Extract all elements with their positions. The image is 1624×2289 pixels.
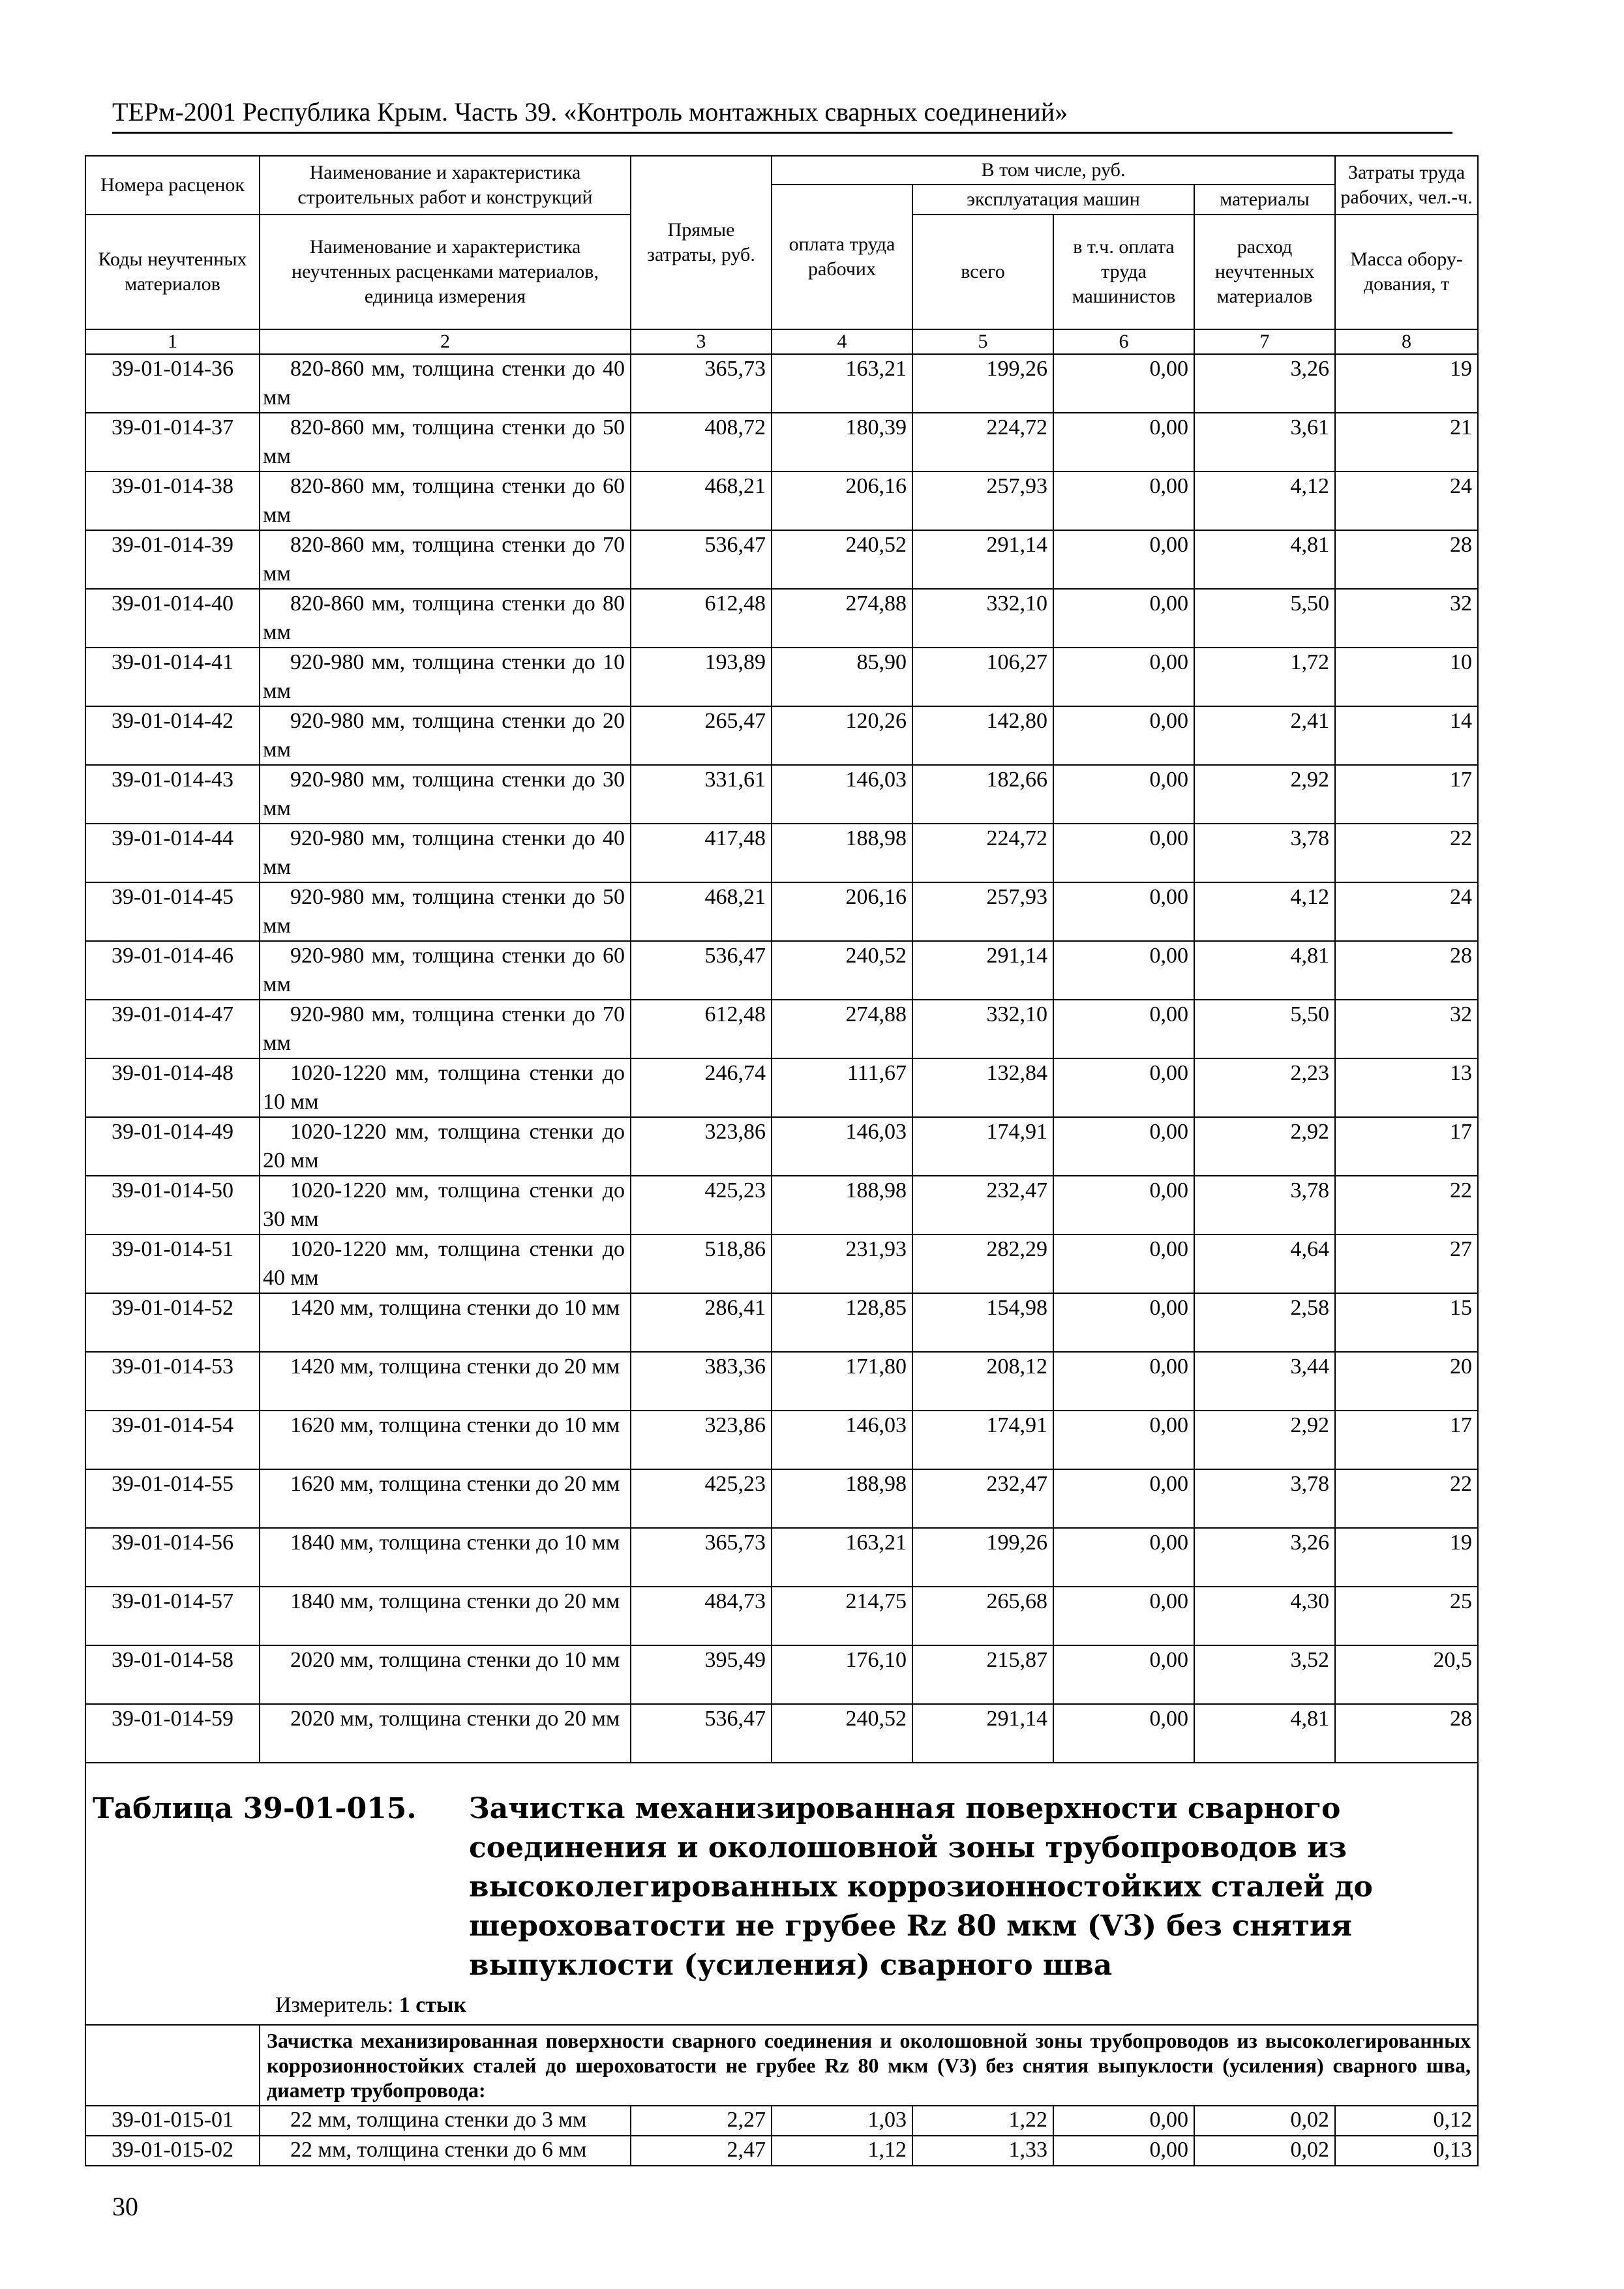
direct-costs: 518,86 (631, 1234, 772, 1293)
materials: 4,12 (1194, 882, 1335, 941)
direct-costs: 265,47 (631, 706, 772, 765)
labor-hours: 32 (1335, 589, 1478, 648)
work-description: 1840 мм, толщина стенки до 10 мм (260, 1528, 631, 1587)
machine-operators-pay: 0,00 (1053, 1411, 1194, 1469)
table-row (85, 1352, 1478, 1411)
labor-pay: 146,03 (772, 765, 912, 824)
machine-operators-pay: 0,00 (1053, 530, 1194, 589)
machine-operators-pay: 0,00 (1053, 1352, 1194, 1411)
rate-code: 39-01-014-54 (85, 1411, 260, 1469)
machines-total: 154,98 (912, 1293, 1053, 1352)
machines-total: 291,14 (912, 530, 1053, 589)
labor-pay: 1,12 (772, 2136, 912, 2166)
table-015-caption-cell (85, 1763, 1478, 2025)
direct-costs: 246,74 (631, 1058, 772, 1117)
work-description: 2020 мм, толщина стенки до 20 мм (260, 1704, 631, 1763)
table-row (85, 354, 1478, 413)
materials: 0,02 (1194, 2106, 1335, 2136)
table-row (85, 1528, 1478, 1587)
machines-total: 1,33 (912, 2136, 1053, 2166)
materials: 4,81 (1194, 941, 1335, 1000)
labor-pay: 146,03 (772, 1117, 912, 1176)
machines-total: 132,84 (912, 1058, 1053, 1117)
work-description: 2020 мм, толщина стенки до 10 мм (260, 1645, 631, 1704)
labor-hours: 17 (1335, 765, 1478, 824)
materials: 3,78 (1194, 1469, 1335, 1528)
column-number: 8 (1335, 329, 1478, 354)
direct-costs: 408,72 (631, 413, 772, 471)
measure-label: Измеритель: (275, 1993, 394, 2017)
measure-value: 1 стык (398, 1993, 467, 2017)
rate-code: 39-01-014-41 (85, 648, 260, 706)
table-row (85, 471, 1478, 530)
table-015-label: Таблица 39-01-015. (93, 1792, 417, 1825)
machines-total: 332,10 (912, 1000, 1053, 1058)
table-015-note-row (85, 2025, 1478, 2106)
materials: 5,50 (1194, 1000, 1335, 1058)
column-number: 6 (1053, 329, 1194, 354)
direct-costs: 2,27 (631, 2106, 772, 2136)
labor-pay: 240,52 (772, 1704, 912, 1763)
column-number: 3 (631, 329, 772, 354)
labor-pay: 111,67 (772, 1058, 912, 1117)
rate-code: 39-01-014-49 (85, 1117, 260, 1176)
direct-costs: 536,47 (631, 530, 772, 589)
column-number: 2 (260, 329, 631, 354)
labor-pay: 206,16 (772, 882, 912, 941)
rate-code: 39-01-014-58 (85, 1645, 260, 1704)
materials: 3,61 (1194, 413, 1335, 471)
labor-hours: 25 (1335, 1587, 1478, 1645)
table-row (85, 1293, 1478, 1352)
materials: 3,44 (1194, 1352, 1335, 1411)
work-description: 22 мм, толщина стенки до 6 мм (260, 2136, 631, 2166)
machines-total: 199,26 (912, 1528, 1053, 1587)
header-in-total: В том числе, руб. (772, 156, 1335, 185)
labor-pay: 214,75 (772, 1587, 912, 1645)
labor-hours: 22 (1335, 1469, 1478, 1528)
machine-operators-pay: 0,00 (1053, 1176, 1194, 1234)
machine-operators-pay: 0,00 (1053, 1000, 1194, 1058)
rate-code: 39-01-014-46 (85, 941, 260, 1000)
labor-pay: 171,80 (772, 1352, 912, 1411)
rate-code: 39-01-014-43 (85, 765, 260, 824)
direct-costs: 425,23 (631, 1176, 772, 1234)
labor-hours: 28 (1335, 941, 1478, 1000)
labor-pay: 274,88 (772, 589, 912, 648)
rate-code: 39-01-014-52 (85, 1293, 260, 1352)
machines-total: 282,29 (912, 1234, 1053, 1293)
work-description: 920-980 мм, толщина стенки до 10 мм (260, 648, 631, 706)
table-row (85, 765, 1478, 824)
materials: 3,26 (1194, 1528, 1335, 1587)
labor-hours: 20 (1335, 1352, 1478, 1411)
labor-hours: 10 (1335, 648, 1478, 706)
materials: 3,78 (1194, 824, 1335, 882)
labor-hours: 0,12 (1335, 2106, 1478, 2136)
work-description: 22 мм, толщина стенки до 3 мм (260, 2106, 631, 2136)
work-description: 820-860 мм, толщина стенки до 40 мм (260, 354, 631, 413)
machines-total: 224,72 (912, 413, 1053, 471)
table-015-title: Зачистка механизированная поверхности сварного соединения и околошовной зоны трубопроводов из высоколегированных коррозионностойких сталей до шероховатости не грубее Rz 80 мкм (V3) без снятия выпуклости (усиления) сварного шва (469, 1792, 1373, 1982)
header-material-codes: Коды неучтенных материалов (85, 215, 260, 329)
machines-total: 215,87 (912, 1645, 1053, 1704)
labor-hours: 17 (1335, 1411, 1478, 1469)
rate-code: 39-01-014-48 (85, 1058, 260, 1117)
direct-costs: 323,86 (631, 1117, 772, 1176)
table-015-caption-row (85, 1763, 1478, 2025)
materials: 3,26 (1194, 354, 1335, 413)
table-row (85, 1469, 1478, 1528)
rate-code: 39-01-014-36 (85, 354, 260, 413)
machines-total: 182,66 (912, 765, 1053, 824)
table-row (85, 1058, 1478, 1117)
machines-total: 232,47 (912, 1469, 1053, 1528)
labor-pay: 188,98 (772, 824, 912, 882)
work-description: 920-980 мм, толщина стенки до 40 мм (260, 824, 631, 882)
direct-costs: 468,21 (631, 471, 772, 530)
machine-operators-pay: 0,00 (1053, 706, 1194, 765)
machine-operators-pay: 0,00 (1053, 1528, 1194, 1587)
direct-costs: 468,21 (631, 882, 772, 941)
machine-operators-pay: 0,00 (1053, 1058, 1194, 1117)
rate-code: 39-01-015-01 (85, 2106, 260, 2136)
labor-pay: 231,93 (772, 1234, 912, 1293)
table-row (85, 1117, 1478, 1176)
rate-code: 39-01-014-42 (85, 706, 260, 765)
materials: 4,81 (1194, 1704, 1335, 1763)
materials: 4,12 (1194, 471, 1335, 530)
labor-pay: 274,88 (772, 1000, 912, 1058)
table-row (85, 530, 1478, 589)
machine-operators-pay: 0,00 (1053, 1587, 1194, 1645)
header-direct-costs: Прямые затраты, руб. (631, 156, 772, 329)
labor-pay: 206,16 (772, 471, 912, 530)
machine-operators-pay: 0,00 (1053, 471, 1194, 530)
materials: 2,92 (1194, 1411, 1335, 1469)
materials: 4,64 (1194, 1234, 1335, 1293)
labor-hours: 32 (1335, 1000, 1478, 1058)
machine-operators-pay: 0,00 (1053, 2106, 1194, 2136)
materials: 2,92 (1194, 765, 1335, 824)
machine-operators-pay: 0,00 (1053, 648, 1194, 706)
direct-costs: 612,48 (631, 589, 772, 648)
rate-code: 39-01-014-50 (85, 1176, 260, 1234)
labor-hours: 28 (1335, 1704, 1478, 1763)
table-row (85, 1645, 1478, 1704)
table-row (85, 2106, 1478, 2136)
machines-total: 1,22 (912, 2106, 1053, 2136)
labor-pay: 188,98 (772, 1469, 912, 1528)
labor-hours: 15 (1335, 1293, 1478, 1352)
materials: 2,41 (1194, 706, 1335, 765)
price-table (85, 155, 1479, 2166)
work-description: 920-980 мм, толщина стенки до 20 мм (260, 706, 631, 765)
direct-costs: 536,47 (631, 941, 772, 1000)
work-description: 1420 мм, толщина стенки до 10 мм (260, 1293, 631, 1352)
direct-costs: 612,48 (631, 1000, 772, 1058)
labor-hours: 21 (1335, 413, 1478, 471)
direct-costs: 395,49 (631, 1645, 772, 1704)
direct-costs: 425,23 (631, 1469, 772, 1528)
machines-total: 174,91 (912, 1117, 1053, 1176)
rate-code: 39-01-014-37 (85, 413, 260, 471)
work-description: 1420 мм, толщина стенки до 20 мм (260, 1352, 631, 1411)
direct-costs: 323,86 (631, 1411, 772, 1469)
header-machines-total: всего (912, 215, 1053, 329)
column-number: 5 (912, 329, 1053, 354)
rate-code: 39-01-014-38 (85, 471, 260, 530)
work-description: 1020-1220 мм, толщина стенки до 20 мм (260, 1117, 631, 1176)
table-015-note: Зачистка механизированная поверхности сварного соединения и околошовной зоны трубопроводов из высоколегированных коррозионностойких сталей до шероховатости не грубее Rz 80 мкм (V3) без снятия выпуклости (усиления) сварного шва, диаметр трубопровода: (260, 2025, 1478, 2106)
machines-total: 232,47 (912, 1176, 1053, 1234)
machines-total: 224,72 (912, 824, 1053, 882)
machines-total: 257,93 (912, 882, 1053, 941)
labor-hours: 28 (1335, 530, 1478, 589)
machine-operators-pay: 0,00 (1053, 765, 1194, 824)
labor-pay: 146,03 (772, 1411, 912, 1469)
rate-code: 39-01-014-51 (85, 1234, 260, 1293)
header-labor-cost: Затраты труда рабочих, чел.-ч. (1335, 156, 1478, 215)
labor-hours: 24 (1335, 471, 1478, 530)
work-description: 920-980 мм, толщина стенки до 30 мм (260, 765, 631, 824)
table-row (85, 941, 1478, 1000)
table-row (85, 824, 1478, 882)
direct-costs: 365,73 (631, 354, 772, 413)
labor-hours: 14 (1335, 706, 1478, 765)
machines-total: 174,91 (912, 1411, 1053, 1469)
rate-code: 39-01-014-57 (85, 1587, 260, 1645)
materials: 2,92 (1194, 1117, 1335, 1176)
machine-operators-pay: 0,00 (1053, 2136, 1194, 2166)
machines-total: 265,68 (912, 1587, 1053, 1645)
header-equipment-mass: Масса обору-дования, т (1335, 215, 1478, 329)
header-work-name: Наименование и характеристика строительных работ и конструкций (260, 156, 631, 215)
labor-hours: 17 (1335, 1117, 1478, 1176)
machines-total: 291,14 (912, 1704, 1053, 1763)
direct-costs: 331,61 (631, 765, 772, 824)
direct-costs: 193,89 (631, 648, 772, 706)
rate-code: 39-01-014-47 (85, 1000, 260, 1058)
table-row (85, 1587, 1478, 1645)
work-description: 920-980 мм, толщина стенки до 70 мм (260, 1000, 631, 1058)
labor-hours: 20,5 (1335, 1645, 1478, 1704)
materials: 0,02 (1194, 2136, 1335, 2166)
labor-hours: 22 (1335, 1176, 1478, 1234)
materials: 3,78 (1194, 1176, 1335, 1234)
labor-hours: 13 (1335, 1058, 1478, 1117)
work-description: 920-980 мм, толщина стенки до 60 мм (260, 941, 631, 1000)
running-title: ТЕРм-2001 Республика Крым. Часть 39. «Контроль монтажных сварных соединений» (112, 97, 1452, 134)
column-number: 7 (1194, 329, 1335, 354)
work-description: 820-860 мм, толщина стенки до 60 мм (260, 471, 631, 530)
machines-total: 199,26 (912, 354, 1053, 413)
materials: 4,30 (1194, 1587, 1335, 1645)
labor-pay: 180,39 (772, 413, 912, 471)
note-code-cell (85, 2025, 260, 2106)
machine-operators-pay: 0,00 (1053, 354, 1194, 413)
rate-code: 39-01-014-53 (85, 1352, 260, 1411)
labor-pay: 163,21 (772, 354, 912, 413)
labor-hours: 19 (1335, 354, 1478, 413)
labor-pay: 240,52 (772, 941, 912, 1000)
labor-pay: 1,03 (772, 2106, 912, 2136)
work-description: 1020-1220 мм, толщина стенки до 10 мм (260, 1058, 631, 1117)
rate-code: 39-01-015-02 (85, 2136, 260, 2166)
direct-costs: 365,73 (631, 1528, 772, 1587)
labor-hours: 22 (1335, 824, 1478, 882)
header-machines: эксплуатация машин (912, 185, 1194, 215)
machine-operators-pay: 0,00 (1053, 1117, 1194, 1176)
materials: 2,58 (1194, 1293, 1335, 1352)
table-row (85, 1704, 1478, 1763)
rate-code: 39-01-014-56 (85, 1528, 260, 1587)
labor-pay: 128,85 (772, 1293, 912, 1352)
labor-pay: 176,10 (772, 1645, 912, 1704)
labor-pay: 120,26 (772, 706, 912, 765)
table-row (85, 2136, 1478, 2166)
table-row (85, 413, 1478, 471)
table-015-title-block (93, 1789, 1471, 1985)
table-row (85, 648, 1478, 706)
table-row (85, 882, 1478, 941)
work-description: 1620 мм, толщина стенки до 20 мм (260, 1469, 631, 1528)
rate-code: 39-01-014-45 (85, 882, 260, 941)
materials: 5,50 (1194, 589, 1335, 648)
rate-code: 39-01-014-39 (85, 530, 260, 589)
direct-costs: 484,73 (631, 1587, 772, 1645)
column-number: 1 (85, 329, 260, 354)
work-description: 1620 мм, толщина стенки до 10 мм (260, 1411, 631, 1469)
work-description: 820-860 мм, толщина стенки до 50 мм (260, 413, 631, 471)
machine-operators-pay: 0,00 (1053, 413, 1194, 471)
table-row (85, 1176, 1478, 1234)
direct-costs: 2,47 (631, 2136, 772, 2166)
materials: 2,23 (1194, 1058, 1335, 1117)
labor-hours: 0,13 (1335, 2136, 1478, 2166)
rate-code: 39-01-014-59 (85, 1704, 260, 1763)
labor-pay: 240,52 (772, 530, 912, 589)
table-row (85, 1000, 1478, 1058)
header-material-consumption: расход неучтенных материалов (1194, 215, 1335, 329)
work-description: 1840 мм, толщина стенки до 20 мм (260, 1587, 631, 1645)
header-row-1 (85, 156, 1478, 185)
header-machine-operators: в т.ч. оплата труда машинистов (1053, 215, 1194, 329)
labor-pay: 188,98 (772, 1176, 912, 1234)
machines-total: 142,80 (912, 706, 1053, 765)
header-material-names: Наименование и характеристика неучтенных расценками материалов, единица измерения (260, 215, 631, 329)
column-numbers-row (85, 329, 1478, 354)
measure-line (93, 1990, 1471, 2020)
table-row (85, 1411, 1478, 1469)
machine-operators-pay: 0,00 (1053, 1469, 1194, 1528)
machine-operators-pay: 0,00 (1053, 1234, 1194, 1293)
direct-costs: 286,41 (631, 1293, 772, 1352)
direct-costs: 383,36 (631, 1352, 772, 1411)
header-labor-pay: оплата труда рабочих (772, 185, 912, 329)
machine-operators-pay: 0,00 (1053, 1645, 1194, 1704)
direct-costs: 417,48 (631, 824, 772, 882)
labor-pay: 163,21 (772, 1528, 912, 1587)
table-row (85, 589, 1478, 648)
page-number: 30 (112, 2192, 138, 2221)
machines-total: 106,27 (912, 648, 1053, 706)
labor-pay: 85,90 (772, 648, 912, 706)
machine-operators-pay: 0,00 (1053, 1704, 1194, 1763)
machine-operators-pay: 0,00 (1053, 941, 1194, 1000)
work-description: 820-860 мм, толщина стенки до 70 мм (260, 530, 631, 589)
materials: 4,81 (1194, 530, 1335, 589)
materials: 1,72 (1194, 648, 1335, 706)
labor-hours: 27 (1335, 1234, 1478, 1293)
labor-hours: 24 (1335, 882, 1478, 941)
materials: 3,52 (1194, 1645, 1335, 1704)
labor-hours: 19 (1335, 1528, 1478, 1587)
rate-code: 39-01-014-40 (85, 589, 260, 648)
machine-operators-pay: 0,00 (1053, 1293, 1194, 1352)
machines-total: 208,12 (912, 1352, 1053, 1411)
machine-operators-pay: 0,00 (1053, 589, 1194, 648)
work-description: 820-860 мм, толщина стенки до 80 мм (260, 589, 631, 648)
machines-total: 332,10 (912, 589, 1053, 648)
rate-code: 39-01-014-55 (85, 1469, 260, 1528)
machine-operators-pay: 0,00 (1053, 882, 1194, 941)
price-table-body (85, 156, 1478, 2166)
work-description: 920-980 мм, толщина стенки до 50 мм (260, 882, 631, 941)
header-materials: материалы (1194, 185, 1335, 215)
work-description: 1020-1220 мм, толщина стенки до 40 мм (260, 1234, 631, 1293)
machines-total: 257,93 (912, 471, 1053, 530)
machine-operators-pay: 0,00 (1053, 824, 1194, 882)
machines-total: 291,14 (912, 941, 1053, 1000)
column-number: 4 (772, 329, 912, 354)
header-rate-numbers: Номера расценок (85, 156, 260, 215)
rate-code: 39-01-014-44 (85, 824, 260, 882)
work-description: 1020-1220 мм, толщина стенки до 30 мм (260, 1176, 631, 1234)
table-row (85, 1234, 1478, 1293)
table-row (85, 706, 1478, 765)
direct-costs: 536,47 (631, 1704, 772, 1763)
